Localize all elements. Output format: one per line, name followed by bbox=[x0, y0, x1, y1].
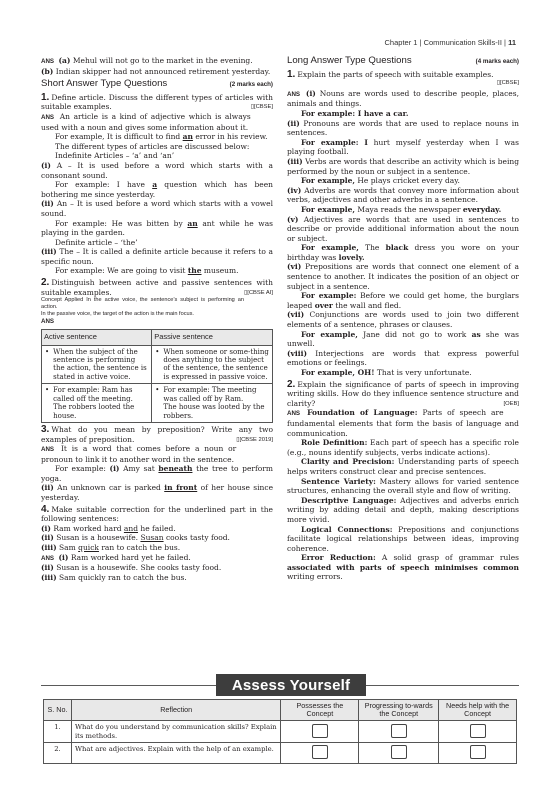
assess-yourself-banner: Assess Yourself bbox=[216, 674, 366, 696]
question-4: 4. Make suitable correction for the underlined part in the following sentences: bbox=[41, 503, 273, 524]
needs-help-checkbox[interactable] bbox=[470, 724, 486, 738]
question-1: 1. Define article. Discuss the different types of articles with suitable examples. ▯[CBSE] bbox=[41, 91, 273, 112]
book-icon: ▯ bbox=[244, 289, 248, 296]
table-header: Passive sentence bbox=[152, 330, 273, 345]
short-answer-section-title: Short Answer Type Questions (2 marks each) bbox=[41, 78, 273, 90]
active-passive-table bbox=[41, 329, 273, 423]
table-header: Needs help with the Concept bbox=[439, 700, 517, 721]
needs-help-checkbox[interactable] bbox=[470, 745, 486, 759]
concept-applied: Concept Applied In the active voice, the sentence’s subject is performing an action. bbox=[41, 297, 245, 311]
long-question-1: 1. Explain the parts of speech with suitable examples. bbox=[287, 68, 494, 80]
long-answer-section-title: Long Answer Type Questions (4 marks each) bbox=[287, 55, 519, 66]
chapter-label: Chapter 1 bbox=[384, 38, 418, 47]
right-column: Long Answer Type Questions (4 marks each) 1. Explain the parts of speech with suitable examples. ▯[CBSE] ANS (i) Nouns are words used to describe people, places, animals and things. For example: I have a car. (ii) Pronouns are words that are used to replace nouns in sentences. For example: I hurt myself yesterday when I was playing football. (iii) Verbs are words that describe an activity which is being performed by the noun or subject in a sentence. For example, He plays cricket every day. (iv) Adverbs are words that convey more information about verbs, adjectives and other adverbs in a sentence. For example, Maya reads the newspaper everyday. (v) Adjectives are words that are used in sentences to describe or provide additional information about the noun or subject. For example, The black dress you wore on your birthday was lovely. (vi) Prepositions are words that connect one element of a sentence to another. It indicates the position of an object or subject in a sentence. For example: Before we could get home, the burglars leaped over the wall and fled. (vii) Conjunctions are words used to join two different elements of a sentence, phrases or clauses. For example, Jane did not go to work as she was unwell. (viii) Interjections are words that express powerful emotions or feelings. For example, OH! That is very unfortunate. 2. Explain the significance of parts of speech in improving writing skills. How do they influence sentence structure and clarity? [OEB] ANS Foundation of Language: Parts of speech are fundamental elements that form the basis of language and communication. Role Definition: Each part of speech has a specific role (e.g., nouns identify subjects, verbs indicate actions). Clarity and Precision: Understanding parts of speech helps writers construct clear and precise sentences. Sentence Variety: Mastery allows for varied sentence structures, enhancing the overall style and flow of writing. Descriptive Language: Adjectives and adverbs enrich writing by adding detail and depth, making descriptions more vivid. Logical Connections: Prepositions and conjunctions facilitate logical relationships between ideas, improving coherence. Error Reduction: A solid grasp of grammar rules associated with parts of speech minimises common writing errors. bbox=[287, 55, 520, 582]
table-header: Possesses the Concept bbox=[281, 700, 359, 721]
answer-1: ANS An article is a kind of adjective which is always used with a noun and gives some information about it. bbox=[41, 111, 251, 132]
book-icon: ▯ bbox=[236, 436, 240, 443]
chapter-title: Communication Skills-II bbox=[423, 38, 502, 47]
table-row: 2. What are adjectives. Explain with the help of an example. bbox=[44, 742, 517, 763]
book-icon: ▯ bbox=[496, 80, 500, 87]
progressing-checkbox[interactable] bbox=[391, 745, 407, 759]
prev-answer-b: (b) Indian skipper had not announced retirement yesterday. bbox=[41, 66, 271, 76]
table-row: • When the subject of the sentence is performing the action, the sentence is stated in active voice. • When someone or some-thing does anything to the subject of the sentence, the sentence is expressed in passive voice. bbox=[42, 345, 273, 384]
question-2: 2. Distinguish between active and passive sentences with suitable examples. ▯[CBSE AI] bbox=[41, 277, 273, 297]
left-column: ANS (a) Mehul will not go to the market in the evening. (b) Indian skipper had not announced retirement yesterday. Short Answer Type Questions (2 marks each) 1. Define article. Discuss the different types of articles with suitable examples. ▯[CBSE] ANS An article is a kind of adjective which is always used with a noun and gives some information about it. For example, It is difficult to find an error in his review. The different types of articles are discussed below: Indefinite Articles – ‘a’ and ‘an’ (i) A – It is used before a word which starts with a consonant sound. For example: I have a question which has been bothering me since yesterday. (ii) An – It is used before a word which starts with a vowel sound. For example: He was bitten by an ant while he was playing in the garden. Definite article – ‘the’ (iii) The – It is called a definite article because it refers to a specific noun. For example: We are going to visit the museum. 2. Distinguish between active and passive sentences with suitable examples. ▯[CBSE AI] Concept Applied In the active voice, the sentence’s subject is performing an action. In the passive voice, the target of the action is the main focus. ANS Active sentence Passive sentence • When the subject of the sentence is performing the action, the sentence is stated in active voice. • When someone or some-thing does anything to the subject of the sentence, the sentence is expressed in passive voice. • For example: Ram has called off the meeting. The robbers looted the house. • For example: The meeting was called off by Ram. The house was looted by the robbers. 3. What do you mean by preposition? Write any two examples of preposition. ▯[CBSE 2019] ANS It is a word that comes before a noun or pronoun to link it to another word in the sentence. For example: (i) Amy sat beneath the tree to perform yoga. (ii) An unknown car is parked in front of her house since yesterday. 4. Make suitable correction for the underlined part in the following sentences: (i) Ram worked hard and he failed. (ii) Susan is a housewife. Susan cooks tasty food. (iii) Sam quick ran to catch the bus. ANS (i) Ram worked hard yet he failed. (ii) Susan is a housewife. She cooks tasty food. (iii) Sam quickly ran to catch the bus. bbox=[41, 56, 274, 582]
progressing-checkbox[interactable] bbox=[391, 724, 407, 738]
possesses-checkbox[interactable] bbox=[312, 745, 328, 759]
possesses-checkbox[interactable] bbox=[312, 724, 328, 738]
page-number: 11 bbox=[508, 38, 516, 47]
prev-answer-a: ANS (a) Mehul will not go to the market in the evening. bbox=[41, 56, 253, 65]
table-header: Active sentence bbox=[42, 330, 152, 345]
reflection-table bbox=[43, 699, 517, 764]
table-row: • For example: Ram has called off the meeting. The robbers looted the house. • For example: The meeting was called off by Ram. The house was looted by the robbers. bbox=[42, 384, 273, 423]
question-3: 3. What do you mean by preposition? Write any two examples of preposition. ▯[CBSE 2019] bbox=[41, 423, 273, 444]
table-row: 1. What do you understand by communication skills? Explain its methods. bbox=[44, 721, 517, 742]
table-header: Progressing to-wards the Concept bbox=[359, 700, 439, 721]
table-header: S. No. bbox=[44, 700, 72, 721]
table-header: Reflection bbox=[71, 700, 280, 721]
long-question-2: 2. Explain the significance of parts of speech in improving writing skills. How do they influence sentence structure and clarity? [OEB] bbox=[287, 378, 519, 408]
book-icon: ▯ bbox=[250, 104, 254, 111]
page-header: Chapter 1 | Communication Skills-II | 11 bbox=[384, 38, 516, 47]
